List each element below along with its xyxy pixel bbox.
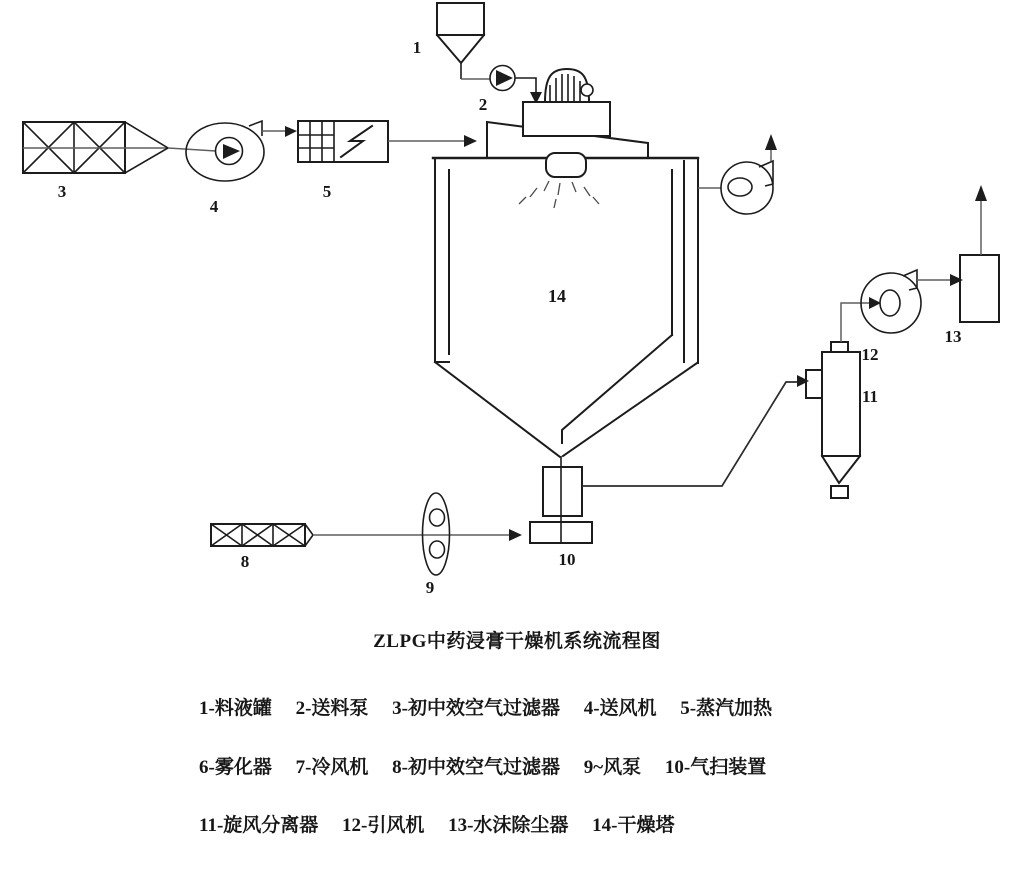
legend [199, 660, 772, 875]
feed-tank [437, 3, 484, 79]
label-scrubber: 13 [944, 327, 962, 346]
air-pump [423, 493, 450, 575]
label-sweep-device: 10 [558, 550, 576, 569]
label-steam-heater: 5 [322, 182, 332, 201]
sweep-filter [211, 524, 313, 546]
lightning-bolt-icon [341, 126, 372, 157]
legend-line-2: 6-雾化器 7-冷风机 8-初中效空气过滤器 9~风泵 10-气扫装置 [199, 756, 767, 778]
spray-mist [519, 181, 599, 208]
tower-outlet [530, 456, 592, 543]
label-feed-pump: 2 [478, 95, 488, 114]
arrow-to-scrubber [950, 274, 963, 286]
cyclone-separator [806, 342, 860, 498]
cyclone-inlet [806, 370, 822, 398]
arrow-to-sweep-device [509, 529, 522, 541]
cyclone-discharge [831, 486, 848, 498]
spray-nozzle [546, 153, 586, 177]
hot-air-duct [388, 135, 477, 147]
cold-air-fan [698, 134, 777, 214]
arrow-exhaust-up [765, 134, 777, 150]
intake-filter [23, 122, 168, 173]
arrow-final-exhaust [975, 185, 987, 201]
label-supply-fan: 4 [209, 197, 219, 216]
duct-to-cyclone [582, 375, 809, 486]
feed-pump [461, 66, 542, 105]
label-draft-fan: 12 [861, 345, 879, 364]
legend-line-1: 1-料液罐 2-送料泵 3-初中效空气过滤器 4-送风机 5-蒸汽加热 [199, 698, 773, 719]
arrow-hot-air [464, 135, 477, 147]
arrow-into-cyclone [797, 375, 809, 387]
steam-heater [298, 121, 388, 162]
legend-line-3: 11-旋风分离器 12-引风机 13-水沫除尘器 14-干燥塔 [199, 815, 675, 836]
cyclone-top-stub [831, 342, 848, 352]
atomizer-knob [581, 84, 593, 96]
label-feed-tank: 1 [412, 38, 422, 57]
arrow-fan-to-heater [285, 126, 297, 137]
label-intake-filter: 3 [57, 182, 67, 201]
sweep-air-line [313, 529, 522, 541]
label-drying-tower: 14 [548, 286, 566, 306]
wet-scrubber [960, 185, 999, 322]
label-air-pump: 9 [425, 578, 435, 597]
supply-fan [168, 121, 297, 181]
label-sweep-filter: 8 [240, 552, 250, 571]
label-cyclone: 11 [861, 387, 879, 406]
diagram-title: ZLPG中药浸膏干燥机系统流程图 [373, 631, 661, 652]
atomizer-pedestal [523, 102, 610, 136]
drying-tower [433, 158, 698, 457]
